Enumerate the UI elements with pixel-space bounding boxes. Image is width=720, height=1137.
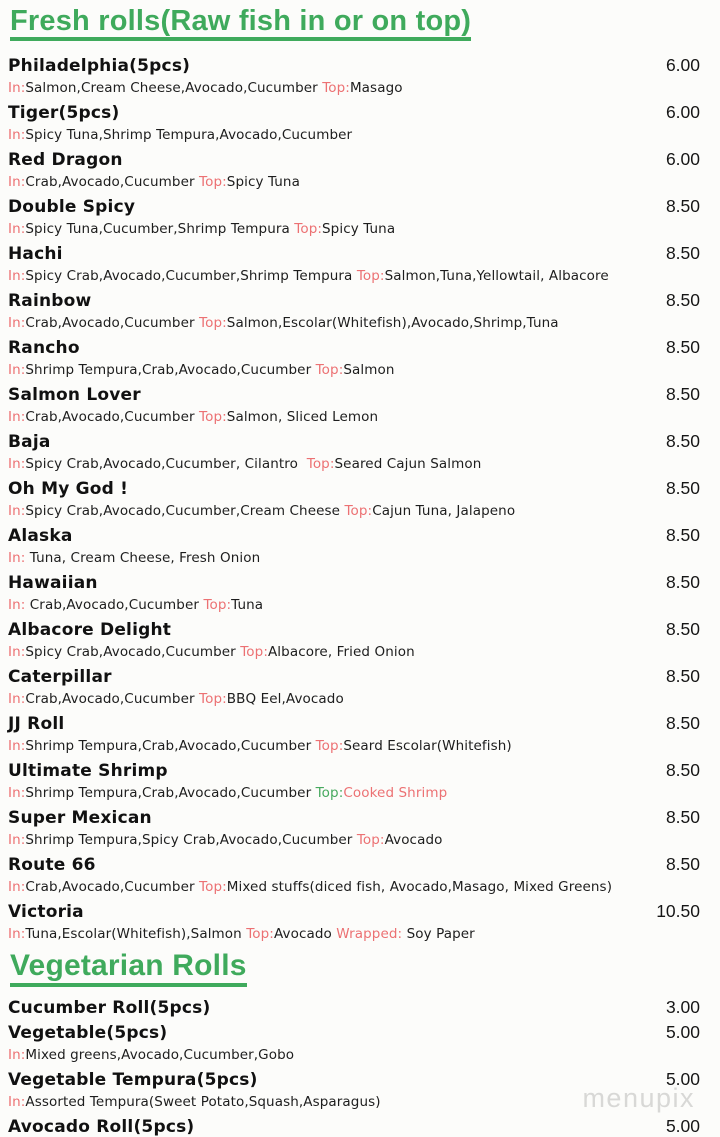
ingredient-text: Crab,Avocado,Cucumber [25,174,200,191]
ingredient-text: Shrimp Tempura,Crab,Avocado,Cucumber [25,785,316,802]
item-name: Alaska [8,526,73,547]
item-row [8,852,700,877]
ingredient-label: Top: [203,597,232,614]
ingredient-label: In: [8,315,26,332]
ingredient-text: Crab,Avocado,Cucumber [25,597,204,614]
ingredient-label: Top: [199,174,227,191]
ingredient-label: In: [8,268,26,285]
item-name: JJ Roll [8,714,65,735]
item-row [8,147,700,172]
ingredient-text: Masago [349,80,403,97]
item-ingredients [8,1045,700,1067]
item-ingredients [8,219,700,241]
item-price: 10.50 [656,901,700,922]
menu-item [8,100,700,147]
ingredient-label: In: [8,1093,26,1110]
ingredient-label: Top: [306,456,335,473]
item-row [8,523,700,548]
item-row [8,194,700,219]
ingredient-text: Crab,Avocado,Cucumber [25,315,200,332]
ingredient-label: In: [8,644,26,661]
item-ingredients [8,313,700,335]
ingredient-text: Shrimp Tempura,Spicy Crab,Avocado,Cucumber [25,832,357,849]
menu-item [8,523,700,570]
ingredient-text: Shrimp Tempura,Crab,Avocado,Cucumber [25,738,316,755]
item-row [8,664,700,689]
menu-section [8,4,700,946]
menupix-watermark: menupix [582,1083,695,1113]
item-row [8,382,700,407]
item-ingredients [8,877,700,899]
item-name: Salmon Lover [8,385,141,406]
item-row [8,335,700,360]
ingredient-label: In: [8,926,26,943]
item-ingredients [8,501,700,523]
item-name: Philadelphia(5pcs) [8,56,191,77]
ingredient-text: Spicy Crab,Avocado,Cucumber, Cilantro [25,456,307,473]
item-name: Vegetable Tempura(5pcs) [8,1069,258,1090]
ingredient-text: Mixed stuffs(diced fish, Avocado,Masago, Mixed Greens) [226,879,613,896]
ingredient-label: In: [8,550,26,567]
ingredient-text: Shrimp Tempura,Crab,Avocado,Cucumber [25,362,316,379]
item-row [8,53,700,78]
ingredient-label: Top: [246,926,274,943]
ingredient-label: In: [8,127,26,144]
menu-item [8,805,700,852]
ingredient-label: In: [8,879,26,896]
item-name: Victoria [8,902,84,923]
ingredient-text: Tuna [231,597,264,614]
section-items [8,53,700,946]
item-price: 8.50 [665,854,700,875]
ingredient-text: Salmon [343,362,395,379]
ingredient-label: In: [8,832,26,849]
menu-item [8,53,700,100]
menu-item [8,288,700,335]
menu-item [8,664,700,711]
menu-item [8,617,700,664]
ingredient-label: Top: [199,691,227,708]
item-name: Hawaiian [8,573,98,594]
ingredient-label: In: [8,691,26,708]
item-name: Rainbow [8,291,92,312]
menu-item [8,899,700,946]
ingredient-text: Spicy Crab,Avocado,Cucumber,Cream Cheese [25,503,345,520]
ingredient-text: Salmon, Sliced Lemon [226,409,379,426]
ingredient-text: Avocado [273,926,337,943]
menu-item [8,476,700,523]
item-name: Hachi [8,244,63,265]
section-items [8,995,700,1137]
item-price: 5.00 [665,1068,700,1089]
section-title: Vegetarian Rolls [10,950,247,987]
ingredient-text: Salmon,Cream Cheese,Avocado,Cucumber [25,80,323,97]
item-price: 8.50 [665,243,700,264]
item-ingredients [8,783,700,805]
item-ingredients [8,595,700,617]
item-name: Tiger(5pcs) [8,103,120,124]
menu-item [8,995,700,1020]
ingredient-label: In: [8,409,26,426]
item-ingredients [8,736,700,758]
ingredient-text: Tuna,Escolar(Whitefish),Salmon [25,926,247,943]
ingredient-label: Top: [315,785,344,802]
ingredient-text: Crab,Avocado,Cucumber [25,409,200,426]
ingredient-label: Top: [356,832,385,849]
item-ingredients [8,548,700,570]
ingredient-label: Top: [356,268,385,285]
menu-item [8,335,700,382]
item-name: Vegetable(5pcs) [8,1022,168,1043]
ingredient-label: In: [8,738,26,755]
menu-item [8,1020,700,1067]
menu-item [8,241,700,288]
item-row [8,100,700,125]
item-name: Avocado Roll(5pcs) [8,1116,195,1137]
menu-item [8,429,700,476]
menu-item [8,194,700,241]
ingredient-label: Cooked Shrimp [343,785,448,802]
item-name: Route 66 [8,855,96,876]
item-row [8,617,700,642]
menu-item [8,852,700,899]
ingredient-text: Crab,Avocado,Cucumber [25,691,200,708]
ingredient-text: Assorted Tempura(Sweet Potato,Squash,Asparagus) [25,1093,381,1110]
ingredient-label: In: [8,174,26,191]
item-price: 8.50 [665,666,700,687]
menu-item [8,382,700,429]
ingredient-label: Top: [315,362,344,379]
item-row [8,288,700,313]
ingredient-text: Spicy Tuna,Shrimp Tempura,Avocado,Cucumber [25,127,353,144]
item-ingredients [8,689,700,711]
item-price: 8.50 [665,337,700,358]
item-name: Albacore Delight [8,620,172,641]
menu-item [8,711,700,758]
ingredient-label: Top: [199,409,227,426]
section-title: Fresh rolls(Raw fish in or on top) [10,6,471,41]
ingredient-label: In: [8,1046,26,1063]
item-row [8,899,700,924]
item-ingredients [8,125,700,147]
item-price: 8.50 [665,290,700,311]
ingredient-label: Top: [315,738,344,755]
item-ingredients [8,172,700,194]
item-ingredients [8,78,700,100]
ingredient-label: Top: [199,315,227,332]
item-name: Oh My God ! [8,479,129,500]
menu-item [8,570,700,617]
item-price: 8.50 [665,619,700,640]
item-name: Cucumber Roll(5pcs) [8,997,211,1018]
ingredient-label: In: [8,785,26,802]
ingredient-text: Salmon,Tuna,Yellowtail, Albacore [384,268,609,285]
ingredient-label: Top: [344,503,373,520]
ingredient-text: Cajun Tuna, Jalapeno [372,503,516,520]
ingredient-text: Seared Cajun Salmon [334,456,482,473]
item-ingredients [8,924,700,946]
ingredient-label: In: [8,362,26,379]
ingredient-text: Avocado [384,832,443,849]
menu-item [8,758,700,805]
item-row [8,1020,700,1045]
item-row [8,241,700,266]
ingredient-label: Top: [294,221,323,238]
item-price: 8.50 [665,431,700,452]
ingredient-text: Spicy Crab,Avocado,Cucumber [25,644,241,661]
item-price: 8.50 [665,196,700,217]
item-name: Super Mexican [8,808,152,829]
ingredient-label: In: [8,80,26,97]
item-ingredients [8,407,700,429]
ingredient-label: In: [8,221,26,238]
item-ingredients [8,454,700,476]
ingredient-label: In: [8,456,26,473]
item-row [8,805,700,830]
item-price: 8.50 [665,713,700,734]
ingredient-label: Top: [199,879,227,896]
item-price: 8.50 [665,760,700,781]
ingredient-text: Soy Paper [402,926,475,943]
ingredient-text: Spicy Tuna [226,174,300,191]
menu-item [8,147,700,194]
item-ingredients [8,360,700,382]
item-name: Red Dragon [8,150,123,171]
ingredient-label: In: [8,503,26,520]
item-price: 8.50 [665,384,700,405]
item-name: Rancho [8,338,80,359]
item-row [8,1114,700,1137]
item-price: 6.00 [665,102,700,123]
item-price: 8.50 [665,807,700,828]
ingredient-label: In: [8,597,26,614]
item-row [8,570,700,595]
item-price: 5.00 [665,1021,700,1042]
item-row [8,711,700,736]
ingredient-text: Crab,Avocado,Cucumber [25,879,200,896]
ingredient-text: Tuna, Cream Cheese, Fresh Onion [25,550,261,567]
item-name: Baja [8,432,51,453]
menu-item [8,1114,700,1137]
item-name: Caterpillar [8,667,112,688]
item-price: 8.50 [665,572,700,593]
ingredient-text: Spicy Crab,Avocado,Cucumber,Shrimp Tempura [25,268,357,285]
item-price: 3.00 [665,996,700,1017]
ingredient-label: Top: [240,644,268,661]
item-price: 8.50 [665,478,700,499]
item-price: 6.00 [665,55,700,76]
item-ingredients [8,642,700,664]
ingredient-text: Mixed greens,Avocado,Cucumber,Gobo [25,1046,295,1063]
ingredient-text: Spicy Tuna [322,221,396,238]
item-row [8,476,700,501]
item-price: 8.50 [665,525,700,546]
ingredient-label: Wrapped: [336,926,403,943]
item-row [8,429,700,454]
ingredient-text: Seard Escolar(Whitefish) [343,738,512,755]
item-ingredients [8,266,700,288]
ingredient-label: Top: [322,80,350,97]
item-row [8,995,700,1020]
item-ingredients [8,830,700,852]
item-price: 5.00 [665,1115,700,1136]
item-name: Double Spicy [8,197,136,218]
ingredient-text: Spicy Tuna,Cucumber,Shrimp Tempura [25,221,295,238]
ingredient-text: Albacore, Fried Onion [267,644,415,661]
item-row [8,758,700,783]
item-price: 6.00 [665,149,700,170]
ingredient-text: Salmon,Escolar(Whitefish),Avocado,Shrimp,Tuna [226,315,559,332]
item-name: Ultimate Shrimp [8,761,168,782]
ingredient-text: BBQ Eel,Avocado [226,691,344,708]
